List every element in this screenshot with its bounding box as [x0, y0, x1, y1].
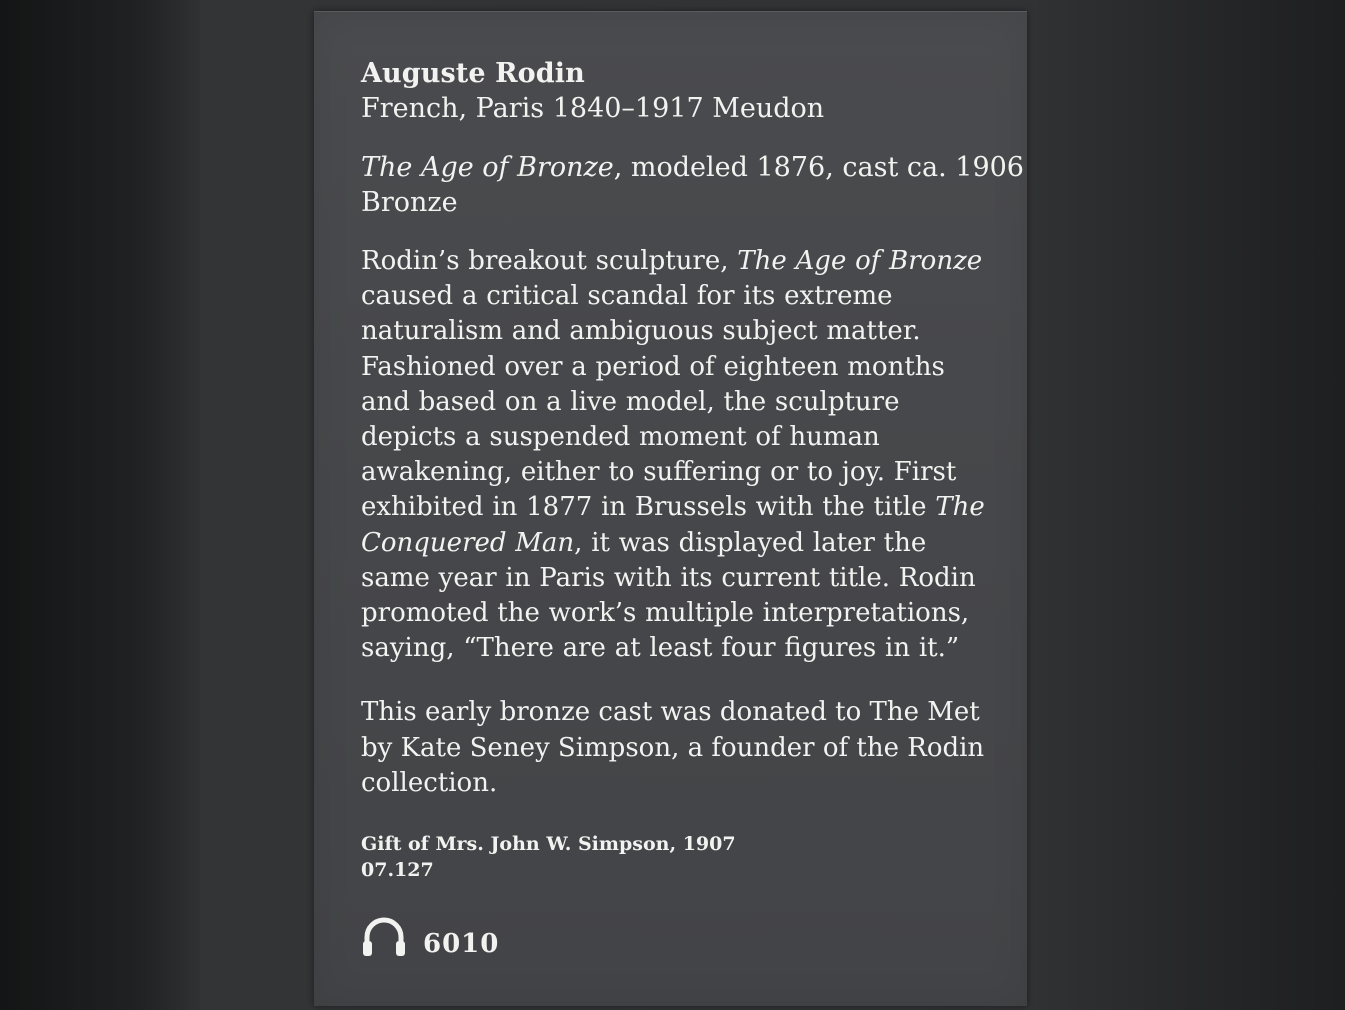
audio-guide — [361, 915, 499, 959]
description-text — [361, 244, 1001, 666]
description-part-3: , it was displayed later the same year in Paris with its current title. Rodin promoted the work’s multiple interpretations, saying, “There are at least four figures in it.” — [361, 527, 976, 664]
artist-bio: French, Paris 1840–1917 Meudon — [361, 93, 825, 124]
work-dates: , modeled 1876, cast ca. 1906 — [613, 152, 1024, 183]
headphones-icon — [361, 915, 407, 959]
accession-number: 07.127 — [361, 859, 434, 882]
medium: Bronze — [361, 187, 458, 218]
description-italic-title-1: The Age of Bronze — [737, 246, 983, 276]
description-part-1: Rodin’s breakout sculpture, — [361, 246, 738, 276]
credit-line: Gift of Mrs. John W. Simpson, 1907 — [361, 833, 736, 856]
label-text-block — [361, 56, 1024, 883]
donation-note: This early bronze cast was donated to The Met by Kate Seney Simpson, a founder of the Rodin collection. — [361, 697, 985, 798]
description-italic-title-2: The Conquered Man — [361, 492, 985, 558]
wall-shadow-left — [0, 0, 200, 1010]
museum-label-card — [314, 11, 1027, 1006]
artist-name: Auguste Rodin — [361, 58, 585, 89]
work-title-line — [361, 150, 1024, 185]
audio-guide-number: 6010 — [423, 929, 500, 959]
work-info — [361, 150, 1024, 220]
wall-shadow-right — [1025, 0, 1345, 1010]
description-paragraph — [361, 244, 1001, 666]
work-title: The Age of Bronze — [361, 152, 614, 183]
description-part-2: caused a critical scandal for its extreme naturalism and ambiguous subject matter. Fashioned over a period of eighteen months and based on a live model, the sculpture depicts a suspended moment of human awakening, either to suffering or to joy. First exhibited in 1877 in Brussels with the title — [361, 281, 957, 523]
